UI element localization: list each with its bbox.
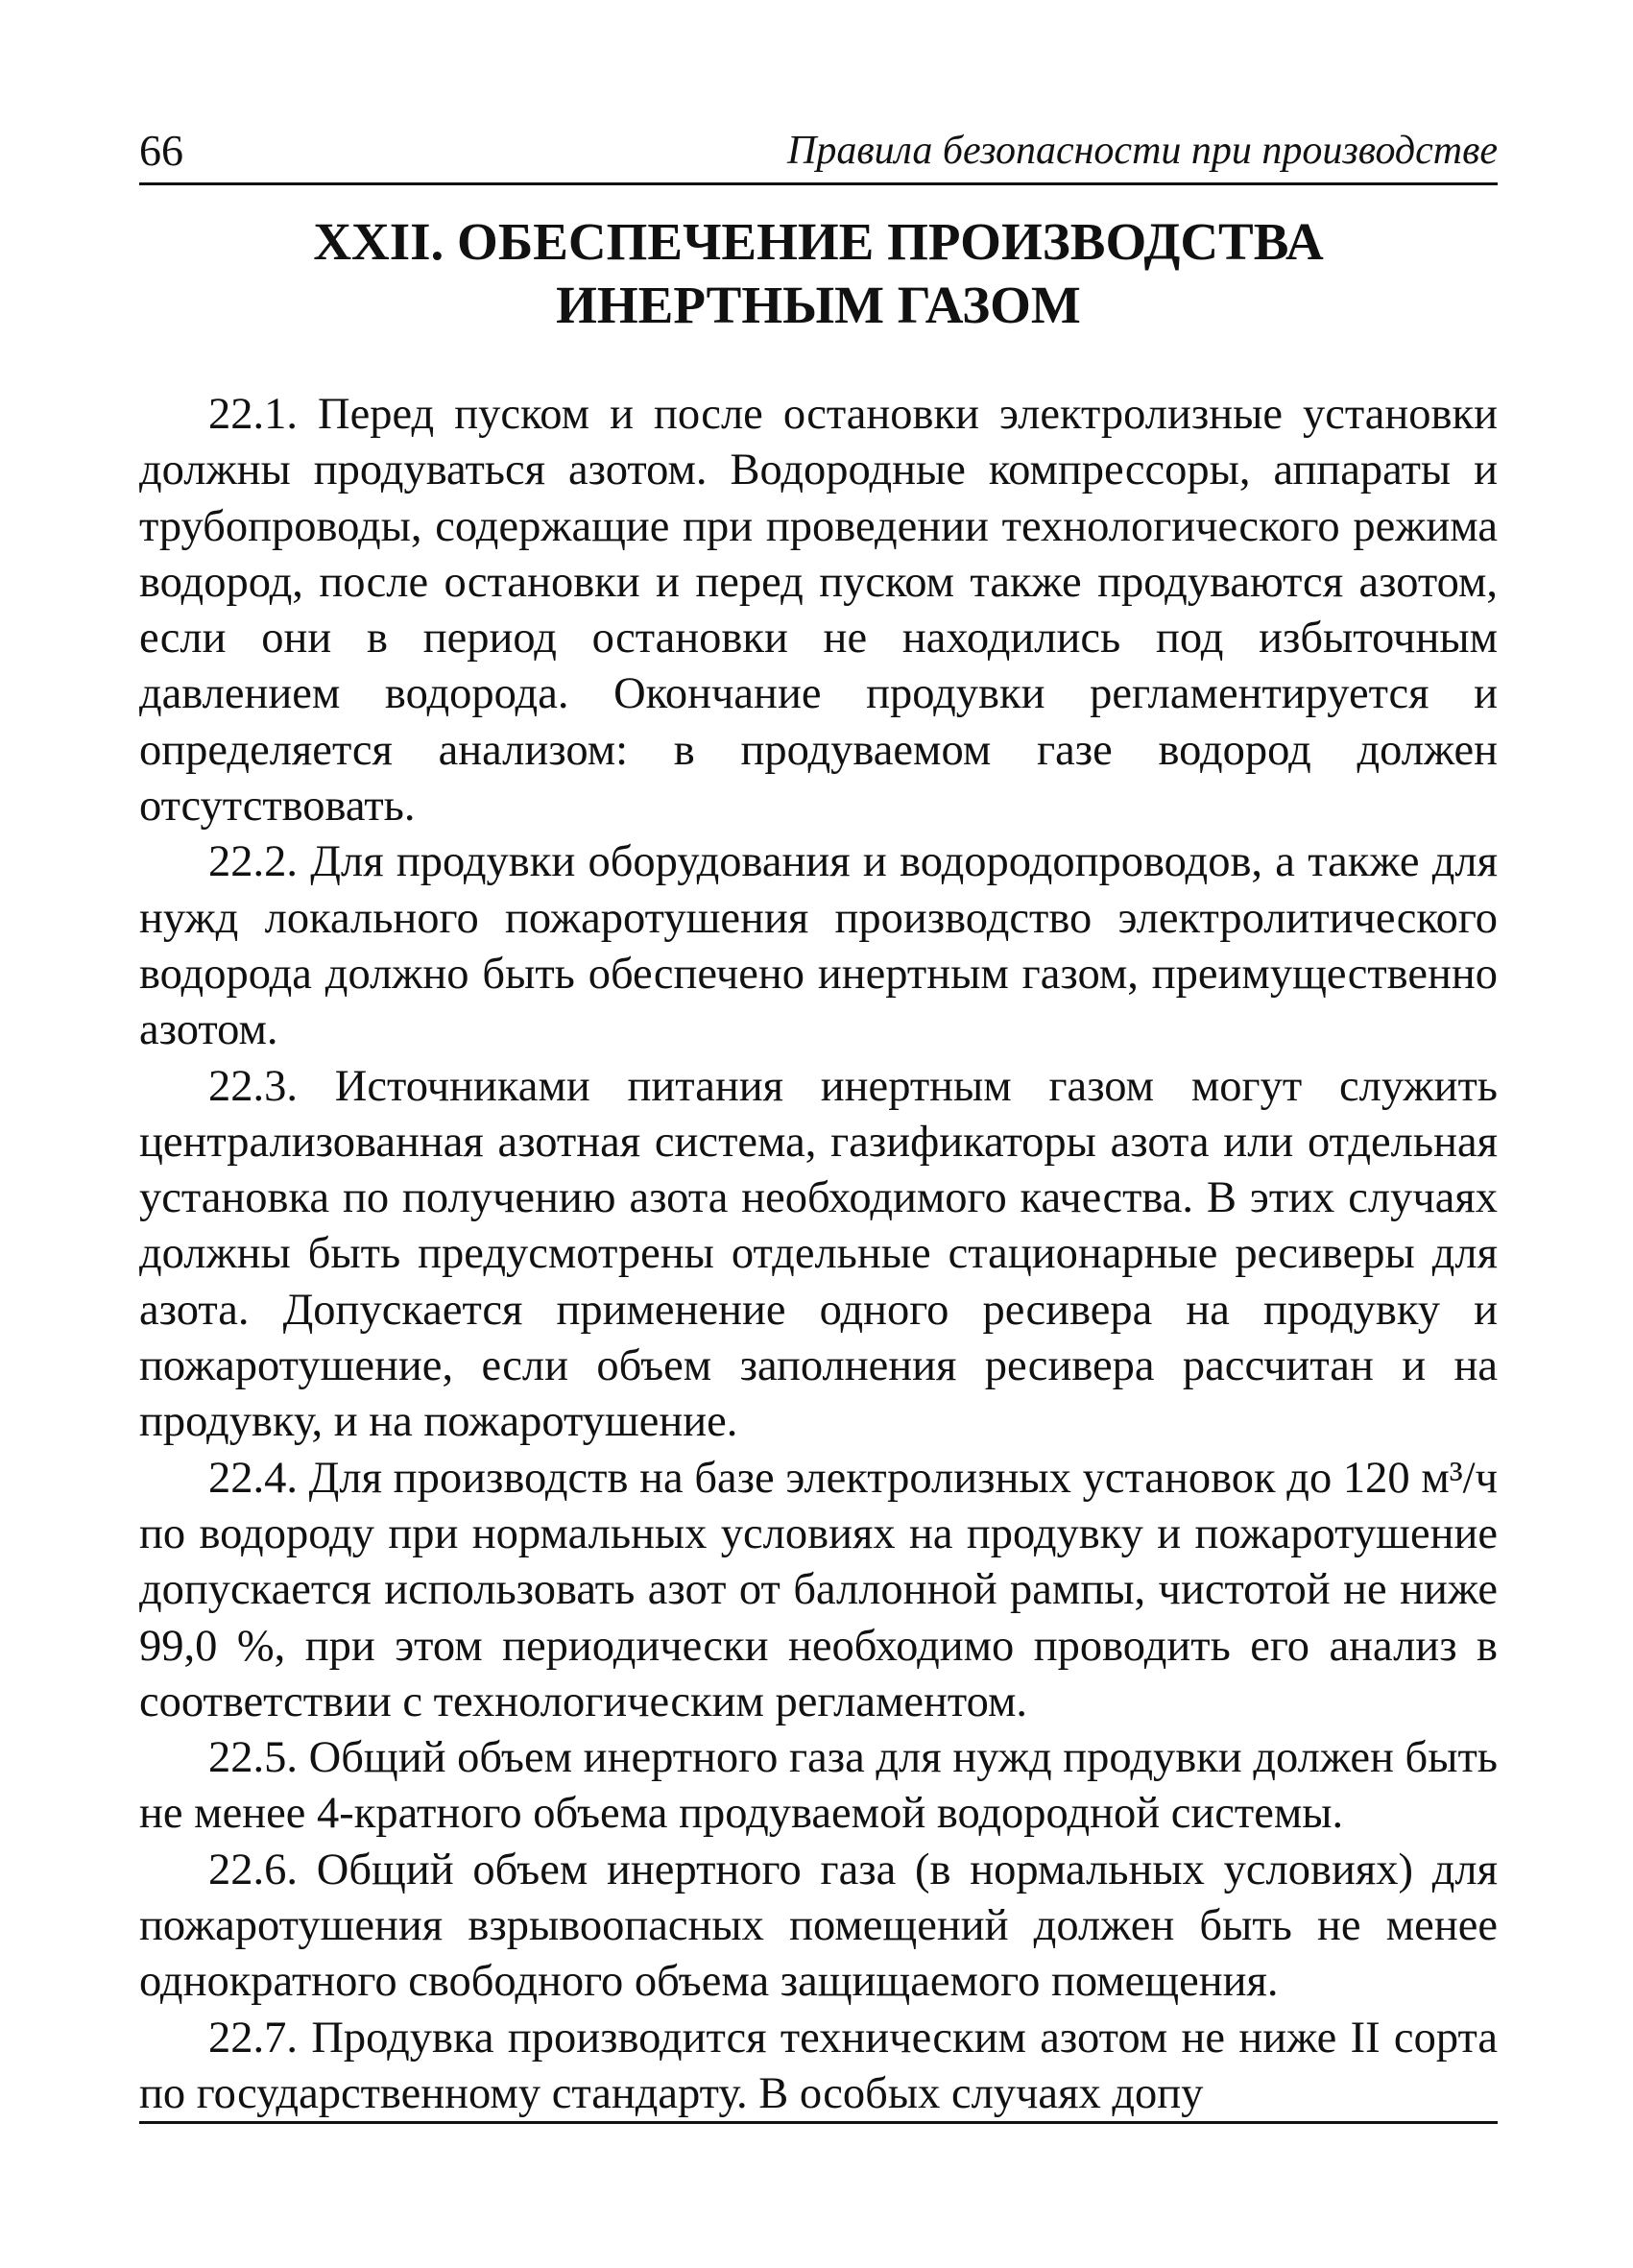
paragraph-22-2: 22.2. Для продувки оборудования и водородопроводов, а также для нужд локального пожаротушения производство электролитического водорода должно быть обеспечено инертным газом, преимущественно азотом. (139, 837, 1498, 1055)
page-header (139, 123, 1498, 185)
footer-rule (139, 2121, 1498, 2124)
paragraph-22-6: 22.6. Общий объем инертного газа (в нормальных условиях) для пожаротушения взрывоопасных помещений должен быть не менее однократного свободного объема защищаемого помещения. (139, 1845, 1498, 2007)
chapter-title-line-2: ИНЕРТНЫМ ГАЗОМ (556, 276, 1081, 334)
paragraph-22-7: 22.7. Продувка производится техническим азотом не ниже II сорта по государственному стандарту. В особых случаях допу (139, 2013, 1498, 2118)
paragraph-22-1: 22.1. Перед пуском и после остановки электролизные установки должны продуваться азотом. Водородные компрессоры, аппараты и трубопроводы, содержащие при проведении технологического режима водород, после остановки и перед пуском также продуваются азотом, если они в период остановки не находились под избыточным давлением водорода. Окончание продувки регламентируется и определяется анализом: в продуваемом газе водород должен отсутствовать. (139, 390, 1498, 832)
paragraph-22-5: 22.5. Общий объем инертного газа для нужд продувки должен быть не менее 4-кратного объема продуваемой водородной системы. (139, 1733, 1498, 1839)
body-text (139, 387, 1498, 2122)
chapter-title-line-1: XXII. ОБЕСПЕЧЕНИЕ ПРОИЗВОДСТВА (313, 212, 1324, 271)
running-title: Правила безопасности при производстве (787, 129, 1498, 173)
paragraph-22-4: 22.4. Для производств на базе электролизных установок до 120 м³/ч по водороду при нормальных условиях на продувку и пожаротушение допускается использовать азот от баллонной рампы, чистотой не ниже 99,0 %, при этом периодически необходимо проводить его анализ в соответствии с технологическим регламентом. (139, 1453, 1498, 1726)
document-page (139, 123, 1498, 2122)
paragraph-22-3: 22.3. Источниками питания инертным газом могут служить централизованная азотная система, газификаторы азота или отдельная установка по получению азота необходимого качества. В этих случаях должны быть предусмотрены отдельные стационарные ресиверы для азота. Допускается применение одного ресивера на продувку и пожаротушение, если объем заполнения ресивера рассчитан и на продувку, и на пожаротушение. (139, 1061, 1498, 1447)
chapter-title (139, 210, 1498, 337)
page-number: 66 (139, 126, 183, 175)
